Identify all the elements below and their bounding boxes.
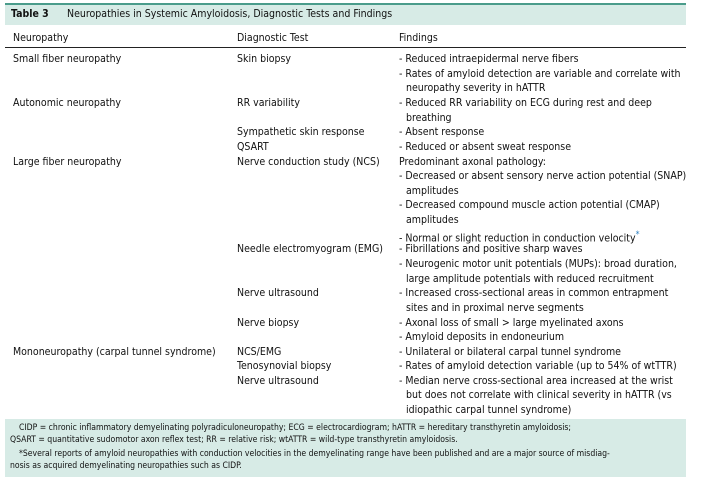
neuropathy-cell: Autonomic neuropathy (13, 97, 121, 109)
finding-line: - Median nerve cross-sectional area increased at the wrist (399, 375, 673, 387)
test-cell: Sympathetic skin response (237, 126, 365, 138)
finding-line: - Absent response (399, 126, 485, 138)
finding-line: idiopathic carpal tunnel syndrome) (406, 404, 572, 416)
footnote-line: nosis as acquired demyelinating neuropathies such as CIDP. (10, 461, 242, 471)
footnote-marker: * (635, 230, 640, 240)
footnote-line: QSART = quantitative sudomotor axon reflex test; RR = relative risk; wtATTR = wild-type transthyretin amyloidosis. (10, 435, 458, 445)
finding-line: - Decreased compound muscle action potential (CMAP) (399, 199, 660, 211)
finding-text: - Normal or slight reduction in conduction velocity (399, 232, 636, 245)
neuropathy-cell: Mononeuropathy (carpal tunnel syndrome) (13, 346, 216, 358)
finding-line: - Rates of amyloid detection variable (up to 54% of wtTTR) (399, 360, 677, 372)
footnote-line: CIDP = chronic inflammatory demyelinating polyradiculoneuropathy; ECG = electrocardiogram; hATTR = hereditary transthyretin amyloidosis; (19, 423, 572, 433)
neuropathy-cell: Small fiber neuropathy (13, 53, 122, 65)
test-cell: Skin biopsy (237, 53, 291, 65)
finding-line: Predominant axonal pathology: (399, 156, 546, 168)
finding-line: - Reduced or absent sweat response (399, 141, 572, 153)
header-neuropathy: Neuropathy (13, 32, 69, 44)
table-label: Table 3 (11, 8, 49, 20)
finding-line: sites and in proximal nerve segments (406, 302, 584, 314)
finding-line: but does not correlate with clinical severity in hATTR (vs (406, 389, 672, 401)
footnote-line: *Several reports of amyloid neuropathies with conduction velocities in the demyelinating range have been published and are a major source of misdiag- (19, 449, 610, 459)
finding-line: - Decreased or absent sensory nerve action potential (SNAP) (399, 170, 687, 182)
test-cell: QSART (237, 141, 269, 153)
header-rule (5, 47, 686, 48)
test-cell: NCS/EMG (237, 346, 282, 358)
table-title: Neuropathies in Systemic Amyloidosis, Diagnostic Tests and Findings (67, 8, 393, 20)
finding-line: amplitudes (406, 214, 459, 226)
finding-line: - Increased cross-sectional areas in common entrapment (399, 287, 669, 299)
finding-line: - Reduced RR variability on ECG during rest and deep (399, 97, 652, 109)
test-cell: RR variability (237, 97, 300, 109)
finding-line: - Rates of amyloid detection are variable and correlate with (399, 68, 681, 80)
finding-line: - Neurogenic motor unit potentials (MUPs): broad duration, (399, 258, 677, 270)
finding-line: - Fibrillations and positive sharp waves (399, 243, 583, 255)
test-cell: Tenosynovial biopsy (237, 360, 332, 372)
finding-line: large amplitude potentials with reduced recruitment (406, 273, 654, 285)
finding-line: - Axonal loss of small > large myelinated axons (399, 317, 624, 329)
finding-line: amplitudes (406, 185, 459, 197)
header-diagnostic-test: Diagnostic Test (237, 32, 309, 44)
test-cell: Nerve conduction study (NCS) (237, 156, 380, 168)
footnote-band (5, 419, 686, 477)
finding-line: breathing (406, 112, 452, 124)
test-cell: Nerve ultrasound (237, 287, 319, 299)
test-cell: Needle electromyogram (EMG) (237, 243, 383, 255)
neuropathy-cell: Large fiber neuropathy (13, 156, 122, 168)
finding-line: - Reduced intraepidermal nerve fibers (399, 53, 579, 65)
table-title-bar (5, 3, 686, 25)
header-findings: Findings (399, 32, 438, 44)
finding-line: - Unilateral or bilateral carpal tunnel syndrome (399, 346, 621, 358)
test-cell: Nerve biopsy (237, 317, 300, 329)
finding-line: - Amyloid deposits in endoneurium (399, 331, 565, 343)
test-cell: Nerve ultrasound (237, 375, 319, 387)
finding-line: neuropathy severity in hATTR (406, 82, 546, 94)
